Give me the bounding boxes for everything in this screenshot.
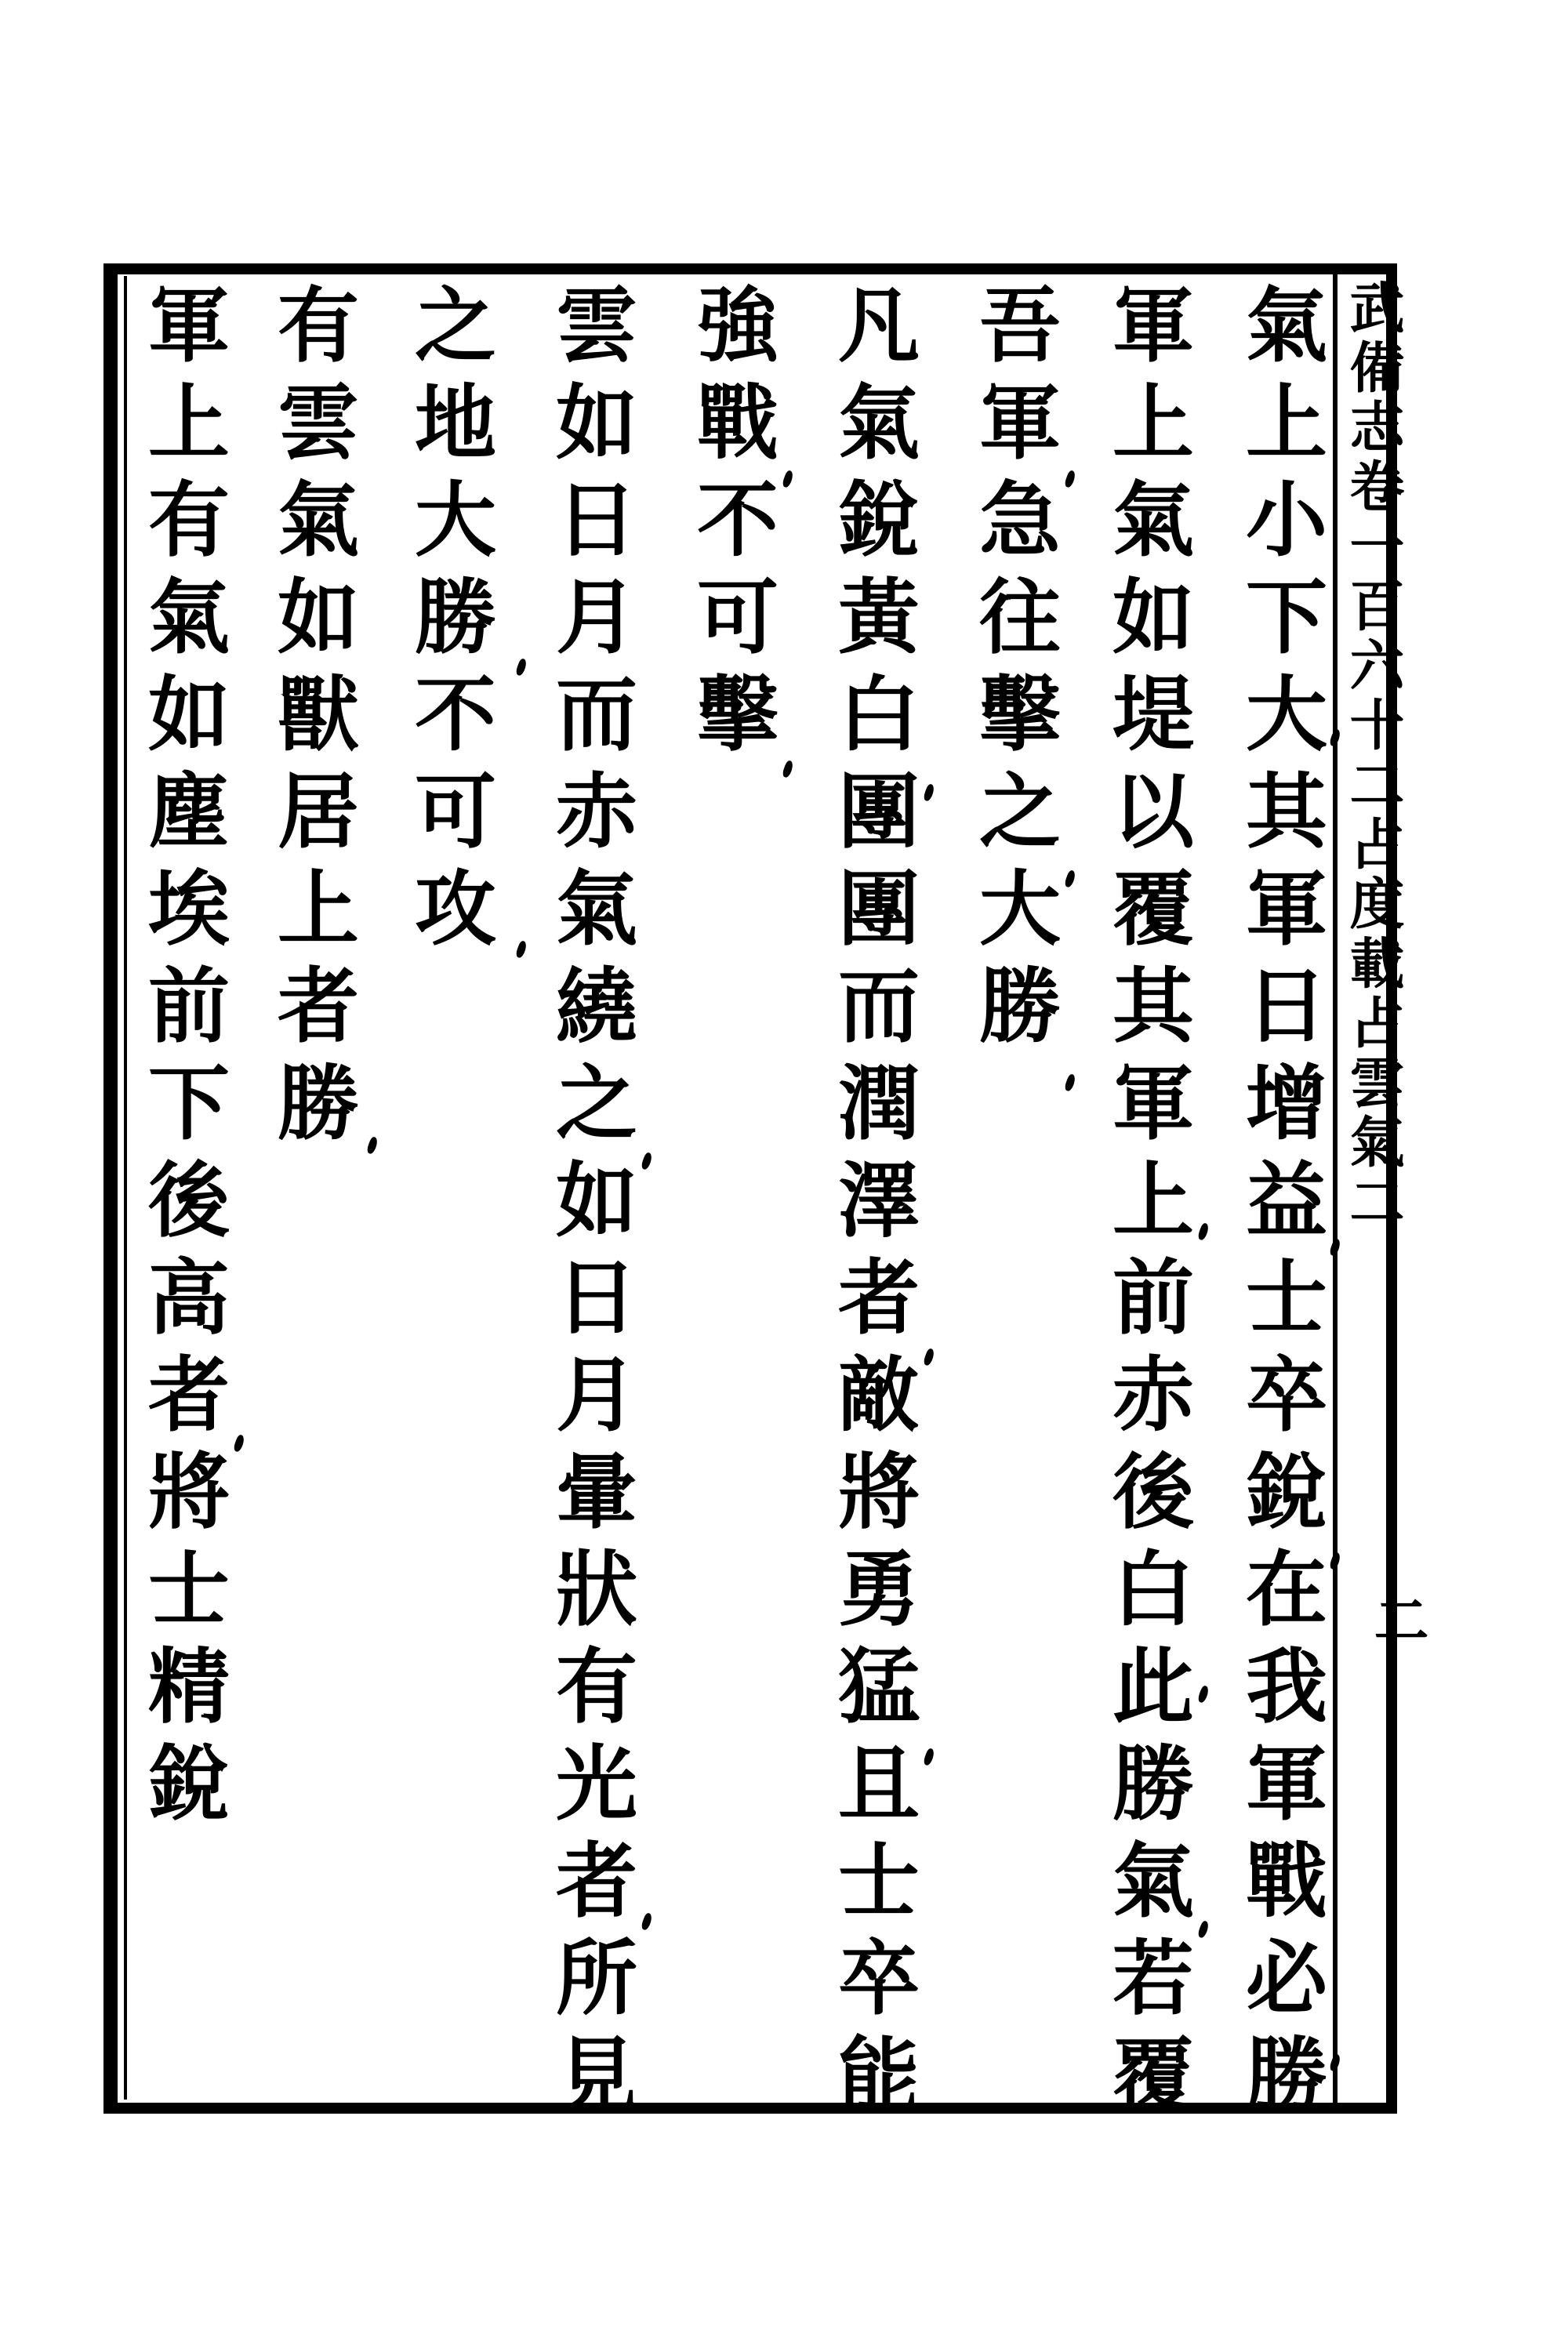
text-column-3: 吾軍急往擊之大勝 — [965, 282, 1062, 1060]
page-number: 二 — [1365, 1592, 1430, 1646]
inner-border-line — [124, 276, 127, 2100]
text-column-7: 之地大勝不可攻 — [401, 282, 497, 963]
text-column-5: 強戰不可擊 — [683, 282, 779, 768]
text-column-8: 有雲氣如獸居上者勝 — [263, 282, 360, 1157]
gutter-divider — [1333, 274, 1338, 2104]
text-column-4: 凡氣銳黃白團團而潤澤者敵將勇猛且士卒能 — [824, 282, 920, 2129]
text-column-2: 軍上氣如堤以覆其軍上前赤後白此勝氣若覆 — [1098, 282, 1195, 2129]
gutter-title: 武備志卷一百六十二占度載占雲氣二 — [1341, 279, 1406, 1232]
text-column-1: 氣上小下大其軍日增益士卒銳在我軍戰必勝 — [1232, 282, 1328, 2129]
text-column-6: 雲如日月而赤氣繞之如日月暈狀有光者所見 — [542, 282, 638, 2129]
text-column-9: 軍上有氣如塵埃前下後高者將士精銳 — [134, 282, 230, 1838]
